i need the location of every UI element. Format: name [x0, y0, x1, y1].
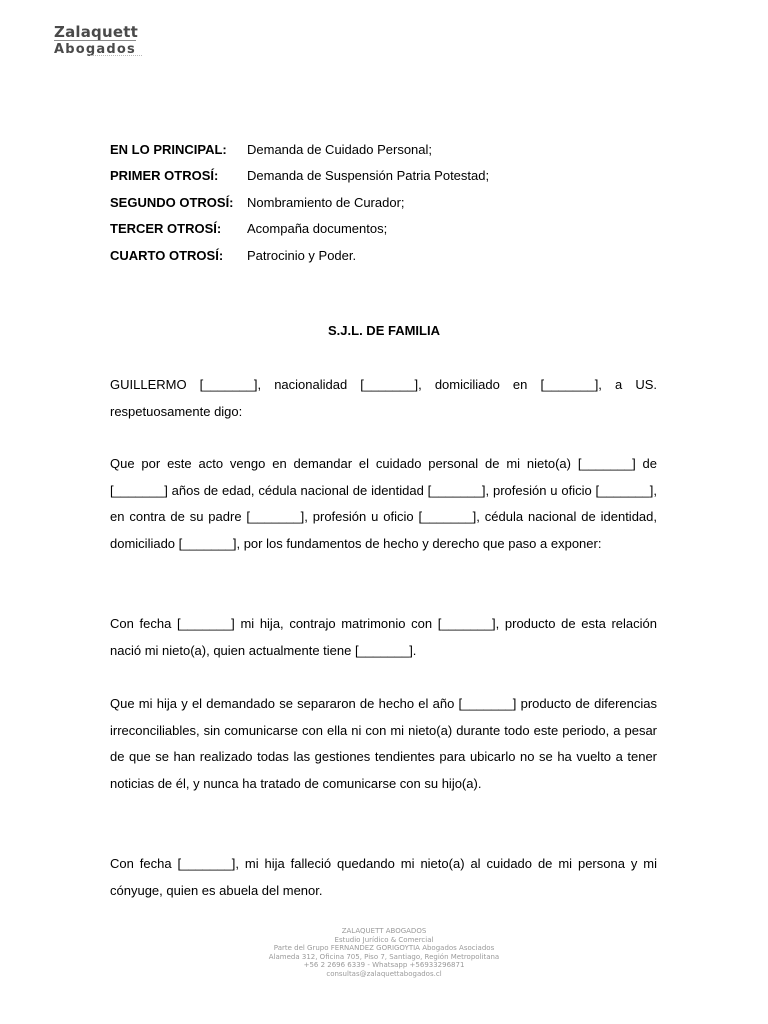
court-heading: S.J.L. DE FAMILIA [328, 323, 440, 338]
separation-section [110, 691, 657, 797]
sumilla-key: EN LO PRINCIPAL: [110, 141, 227, 157]
sumilla-row [110, 189, 489, 216]
sumilla-list [110, 136, 489, 269]
sumilla-value: Patrocinio y Poder. [247, 247, 357, 263]
footer-description: Estudio Jurídico & Comercial [334, 935, 434, 944]
page-footer [0, 927, 768, 978]
marriage-section [110, 611, 657, 664]
sumilla-key: SEGUNDO OTROSÍ: [110, 194, 234, 210]
paragraph: GUILLERMO [_______], nacionalidad [_______], domiciliado en [_______], a US. respetuosamente digo: [110, 377, 657, 419]
sumilla-value: Demanda de Suspensión Patria Potestad; [247, 168, 490, 184]
logo-name: Zalaquett [54, 23, 138, 41]
footer-firm: ZALAQUETT ABOGADOS [341, 927, 427, 935]
logo-tagline-mark [90, 55, 142, 59]
logo-subtitle: Abogados [54, 42, 136, 57]
sumilla-key: TERCER OTROSÍ: [110, 221, 222, 237]
paragraph: Que por este acto vengo en demandar el cuidado personal de mi nieto(a) [_______] de [_______] años de edad, cédula nacional de identidad [_______], profesión u oficio [_______], en contra de su padre [_______], profesión u oficio [_______], cédula nacional de identidad, domiciliado [_______], por los fundamentos de hecho y derecho que paso a exponer: [110, 456, 657, 551]
footer-email: consultas@zalaquettabogados.cl [326, 969, 442, 978]
sumilla-row [110, 163, 489, 190]
footer-group: Parte del Grupo FERNANDEZ GORIGOYTIA Abogados Asociados [273, 944, 495, 952]
paragraph: Con fecha [_______] mi hija, contrajo matrimonio con [_______], producto de esta relación nació mi nieto(a), quien actualmente tiene [_______]. [110, 616, 657, 658]
footer-phone: +56 2 2696 6339 - Whatsapp +56933296871 [303, 961, 465, 969]
sumilla-row [110, 136, 489, 163]
death-section [110, 851, 657, 904]
sumilla-row [110, 216, 489, 243]
paragraph: Con fecha [_______], mi hija falleció quedando mi nieto(a) al cuidado de mi persona y mi cónyuge, quien es abuela del menor. [110, 856, 657, 898]
sumilla-value: Acompaña documentos; [247, 221, 388, 237]
sumilla-value: Nombramiento de Curador; [247, 194, 405, 210]
sumilla-key: PRIMER OTROSÍ: [110, 168, 219, 184]
paragraph: Que mi hija y el demandado se separaron de hecho el año [_______] producto de diferencias irreconciliables, sin comunicarse con ella ni con mi nieto(a) durante todo este periodo, a pesar de que se han realizado todas las gestiones tendientes para ubicarlo no se ha vuelto a tener noticias de él, y nunca ha tratado de comunicarse con su hijo(a). [110, 696, 657, 791]
footer-address: Alameda 312, Oficina 705, Piso 7, Santiago, Región Metropolitana [268, 952, 500, 961]
intro-section [110, 372, 657, 425]
claim-section [110, 451, 657, 557]
company-logo [54, 24, 146, 58]
sumilla-key: CUARTO OTROSÍ: [110, 247, 224, 263]
sumilla-value: Demanda de Cuidado Personal; [247, 141, 433, 157]
sumilla-row [110, 242, 489, 269]
